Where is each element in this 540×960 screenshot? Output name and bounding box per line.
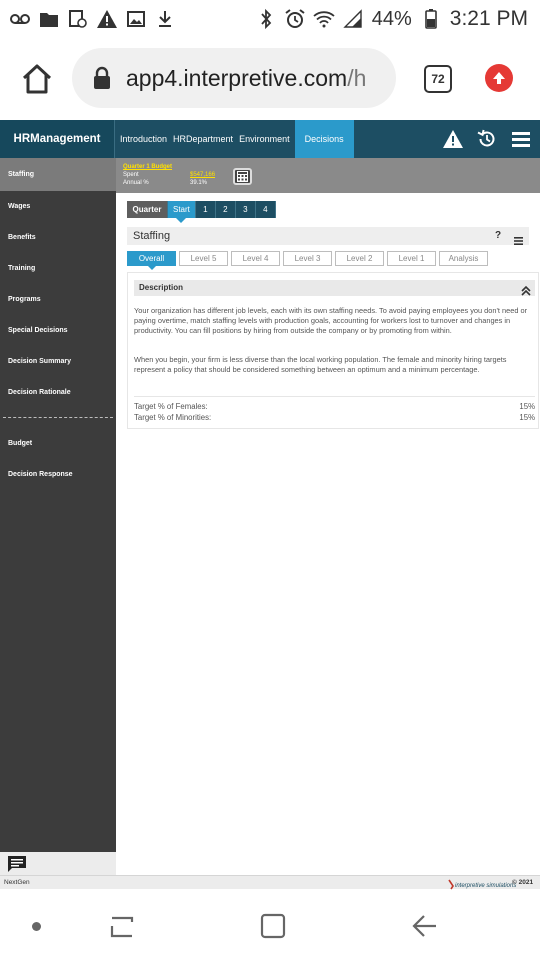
hamburger-menu-icon[interactable] xyxy=(511,129,531,149)
panel-menu-icon[interactable] xyxy=(514,232,523,240)
tab-level-4[interactable]: Level 4 xyxy=(231,251,280,266)
system-navigation-bar xyxy=(0,890,540,960)
target-value: 15% xyxy=(519,413,535,422)
level-tabs xyxy=(127,251,488,266)
nav-hrdepartment[interactable]: HRDepartment xyxy=(173,134,234,144)
tab-quarter-start[interactable]: Start xyxy=(168,201,196,218)
interpretive-logo[interactable] xyxy=(448,877,517,889)
tab-analysis[interactable]: Analysis xyxy=(439,251,488,266)
budget-spent-label: Spent xyxy=(123,172,139,178)
warning-icon xyxy=(97,9,117,29)
logo-text: interpretive simulations xyxy=(455,883,517,889)
footer-copyright: © 2021 xyxy=(512,879,534,886)
sidebar-item-decision-response[interactable]: Decision Response xyxy=(8,471,73,478)
battery-percent: 44% xyxy=(371,7,412,30)
budget-bar xyxy=(116,158,540,193)
description-header[interactable] xyxy=(134,280,535,296)
tab-quarter-2[interactable]: 2 xyxy=(216,201,236,218)
description-paragraph-2: When you begin, your firm is less diverse than the local working population. The female and minority hiring targets represent a policy that should be considered something between an optimum and a minimum percentage. xyxy=(134,355,507,374)
tab-level-5[interactable]: Level 5 xyxy=(179,251,228,266)
sidebar-item-decision-rationale[interactable]: Decision Rationale xyxy=(8,389,71,396)
divider xyxy=(134,396,535,397)
tab-level-2[interactable]: Level 2 xyxy=(335,251,384,266)
budget-annual-label: Annual % xyxy=(123,180,149,186)
tab-quarter-1[interactable]: 1 xyxy=(196,201,216,218)
folder-icon xyxy=(39,9,59,29)
browser-toolbar xyxy=(0,40,540,116)
tab-level-3[interactable]: Level 3 xyxy=(283,251,332,266)
sidebar-item-budget[interactable]: Budget xyxy=(8,440,33,447)
nav-introduction[interactable]: Introduction xyxy=(120,134,168,144)
quarter-tabs xyxy=(127,201,276,218)
download-icon xyxy=(155,9,175,29)
lock-icon xyxy=(92,66,112,90)
budget-spent-value[interactable]: $547,166 xyxy=(190,172,216,178)
update-menu-icon[interactable] xyxy=(485,64,513,92)
tab-switcher-button[interactable]: 72 xyxy=(424,65,452,93)
nav-environment[interactable]: Environment xyxy=(239,134,290,144)
sidebar-item-wages[interactable]: Wages xyxy=(8,203,31,210)
battery-icon xyxy=(421,9,441,29)
target-label: Target % of Minorities: xyxy=(134,413,212,422)
target-row-females xyxy=(134,402,535,411)
sidebar-item-special-decisions[interactable]: Special Decisions xyxy=(8,327,68,334)
sidebar-item-benefits[interactable]: Benefits xyxy=(8,234,36,241)
status-bar xyxy=(0,0,540,38)
tab-quarter-3[interactable]: 3 xyxy=(236,201,256,218)
clock: 3:21 PM xyxy=(449,7,528,30)
bluetooth-icon xyxy=(256,9,276,29)
page-title: Staffing xyxy=(133,230,171,242)
image-icon xyxy=(126,9,146,29)
description-title: Description xyxy=(139,283,184,292)
wifi-icon xyxy=(314,9,334,29)
app-header xyxy=(0,120,540,158)
brand-logo[interactable]: HRManagement xyxy=(0,120,115,158)
sidebar-separator xyxy=(3,408,113,418)
alert-icon[interactable] xyxy=(443,129,463,149)
sidebar-item-decision-summary[interactable]: Decision Summary xyxy=(8,358,72,365)
target-row-minorities xyxy=(134,413,535,422)
target-label: Target % of Females: xyxy=(134,402,208,411)
top-nav xyxy=(117,120,354,158)
calculator-icon[interactable] xyxy=(233,168,252,185)
collapse-icon[interactable] xyxy=(521,283,531,293)
target-value: 15% xyxy=(519,402,535,411)
sidebar xyxy=(0,158,116,852)
back-icon[interactable] xyxy=(410,912,438,940)
panel-header xyxy=(127,227,529,245)
budget-annual-value: 39.1% xyxy=(190,180,208,186)
chat-icon[interactable] xyxy=(8,856,26,872)
assistant-dot-icon[interactable] xyxy=(32,922,41,931)
screenshot-icon xyxy=(68,9,88,29)
signal-icon xyxy=(343,9,363,29)
quarter-label: Quarter xyxy=(127,201,168,218)
footer xyxy=(0,875,540,889)
sidebar-item-programs[interactable]: Programs xyxy=(8,296,41,303)
tab-overall[interactable]: Overall xyxy=(127,251,176,266)
alarm-icon xyxy=(285,9,305,29)
help-button[interactable]: ? xyxy=(495,230,502,241)
home-button-icon[interactable] xyxy=(260,913,286,939)
home-icon[interactable] xyxy=(20,62,54,96)
recent-apps-icon[interactable] xyxy=(108,912,136,940)
description-paragraph-1: Your organization has different job levels, each with its own staffing needs. To avoid paying employees you don't need or paying overtime, match staffing levels with production goals, accounting for workers lost to turnover and changes in productivity. You can fill positions by hiring from outside the company or by promoting from within. xyxy=(134,306,528,335)
chat-area xyxy=(0,852,116,875)
nav-decisions[interactable]: Decisions xyxy=(295,120,354,158)
url-host: app4.interpretive.com xyxy=(126,64,348,91)
sidebar-item-staffing[interactable]: Staffing xyxy=(0,158,116,191)
address-bar[interactable] xyxy=(72,48,396,108)
voicemail-icon xyxy=(10,9,30,29)
footer-version: NextGen xyxy=(4,879,30,886)
tab-quarter-4[interactable]: 4 xyxy=(256,201,276,218)
sidebar-item-training[interactable]: Training xyxy=(8,265,36,272)
budget-title[interactable]: Quarter 1 Budget xyxy=(123,164,173,170)
tab-level-1[interactable]: Level 1 xyxy=(387,251,436,266)
url-text xyxy=(126,65,366,92)
history-icon[interactable] xyxy=(477,129,497,149)
url-path: /h xyxy=(347,64,367,91)
description-card xyxy=(127,272,539,429)
